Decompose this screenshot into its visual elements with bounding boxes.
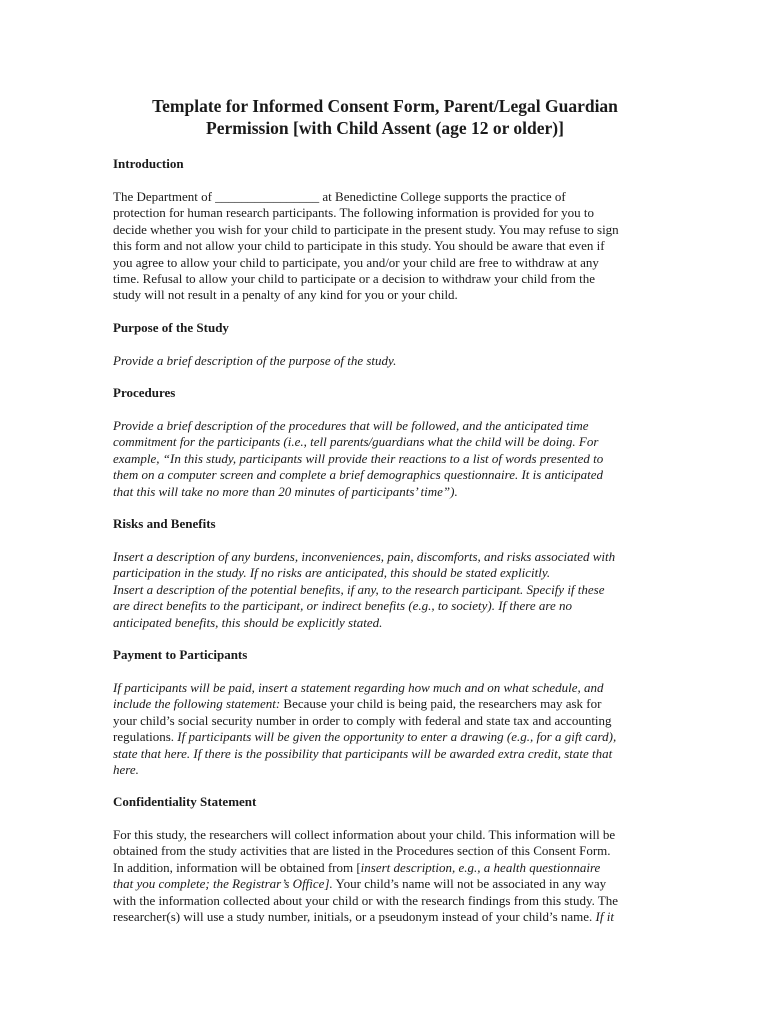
text-line: The Department of ________________ at Benedictine College supports the practice of [113, 189, 566, 204]
text-fragment: researcher(s) will use a study number, initials, or a pseudonym instead of your child’s name. [113, 909, 596, 925]
text-line: here. [113, 762, 139, 778]
text-line: that this will take no more than 20 minutes of participants’ time”). [113, 483, 458, 499]
text-line: with the information collected about your child or with the research findings from this study. The [113, 892, 619, 908]
text-line: them on a computer screen and complete a brief demographics questionnaire. It is anticipated [113, 467, 604, 483]
paragraph-payment [113, 680, 661, 778]
text-line: commitment for the participants (i.e., tell parents/guardians what the child will be doing. For [113, 434, 599, 450]
text-line [113, 729, 661, 745]
text-line: time. Refusal to allow your child to participate or a decision to withdraw your child from the [113, 271, 595, 287]
text-fragment: regulations. [113, 729, 178, 745]
text-fragment: include the following statement: [113, 696, 281, 712]
heading-confidentiality: Confidentiality Statement [113, 794, 257, 809]
text-line: Insert a description of any burdens, inconveniences, pain, discomforts, and risks associated with [113, 549, 616, 564]
text-line: decide whether you wish for your child to participate in the present study. You may refuse to sign [113, 221, 619, 237]
text-line [113, 860, 661, 876]
text-line: state that here. If there is the possibility that participants will be awarded extra credit, state that [113, 745, 613, 761]
text-line: For this study, the researchers will collect information about your child. This information will be [113, 827, 616, 842]
text-line: obtained from the study activities that are listed in the Procedures section of this Consent Form. [113, 843, 611, 859]
text-line: example, “In this study, participants will provide their reactions to a list of words presented to [113, 450, 604, 466]
document-title [100, 95, 670, 139]
text-line: If participants will be paid, insert a statement regarding how much and on what schedule, and [113, 680, 604, 695]
heading-procedures: Procedures [113, 385, 176, 400]
text-fragment: insert description, e.g., a health questionnaire [360, 859, 601, 875]
text-fragment: Because your child is being paid, the researchers may ask for [280, 696, 602, 712]
paragraph-purpose [113, 353, 661, 369]
heading-payment: Payment to Participants [113, 647, 248, 662]
text-line: anticipated benefits, this should be explicitly stated. [113, 614, 383, 630]
text-line: Provide a brief description of the purpose of the study. [113, 353, 397, 368]
text-line: you agree to allow your child to participate, you and/or your child are free to withdraw at any [113, 254, 599, 270]
text-fragment: Your child’s name will not be associated in any way [332, 876, 607, 892]
paragraph-risks-benefits [113, 549, 661, 631]
text-line [113, 696, 661, 712]
paragraph-introduction [113, 189, 661, 304]
text-line: Insert a description of the potential benefits, if any, to the research participant. Specify if these [113, 581, 605, 597]
text-line: your child’s social security number in order to comply with federal and state tax and accounting [113, 712, 612, 728]
text-line [113, 909, 661, 925]
paragraph-procedures [113, 418, 661, 500]
text-line: study will not result in a penalty of any kind for you or your child. [113, 287, 458, 303]
text-line: this form and not allow your child to participate in this study. You should be aware that even if [113, 238, 605, 254]
text-fragment: that you complete; the Registrar’s Office]. [113, 876, 333, 892]
text-line: Provide a brief description of the procedures that will be followed, and the anticipated time [113, 418, 589, 433]
title-line-2: Permission [with Child Assent (age 12 or older)] [206, 118, 564, 138]
text-line: participation in the study. If no risks are anticipated, this should be stated explicitly. [113, 565, 551, 581]
text-fragment: If it [595, 909, 614, 925]
text-fragment: In addition, information will be obtained from [ [113, 859, 361, 875]
heading-introduction: Introduction [113, 156, 184, 171]
text-fragment: If participants will be given the opportunity to enter a drawing (e.g., for a gift card), [177, 729, 617, 745]
title-line-1: Template for Informed Consent Form, Parent/Legal Guardian [152, 96, 618, 116]
heading-purpose: Purpose of the Study [113, 320, 229, 335]
paragraph-confidentiality [113, 827, 661, 925]
heading-risks-benefits: Risks and Benefits [113, 516, 216, 531]
text-line: are direct benefits to the participant, or indirect benefits (e.g., to society). If there are no [113, 598, 572, 614]
text-line [113, 876, 661, 892]
text-line: protection for human research participants. The following information is provided for you to [113, 205, 594, 221]
